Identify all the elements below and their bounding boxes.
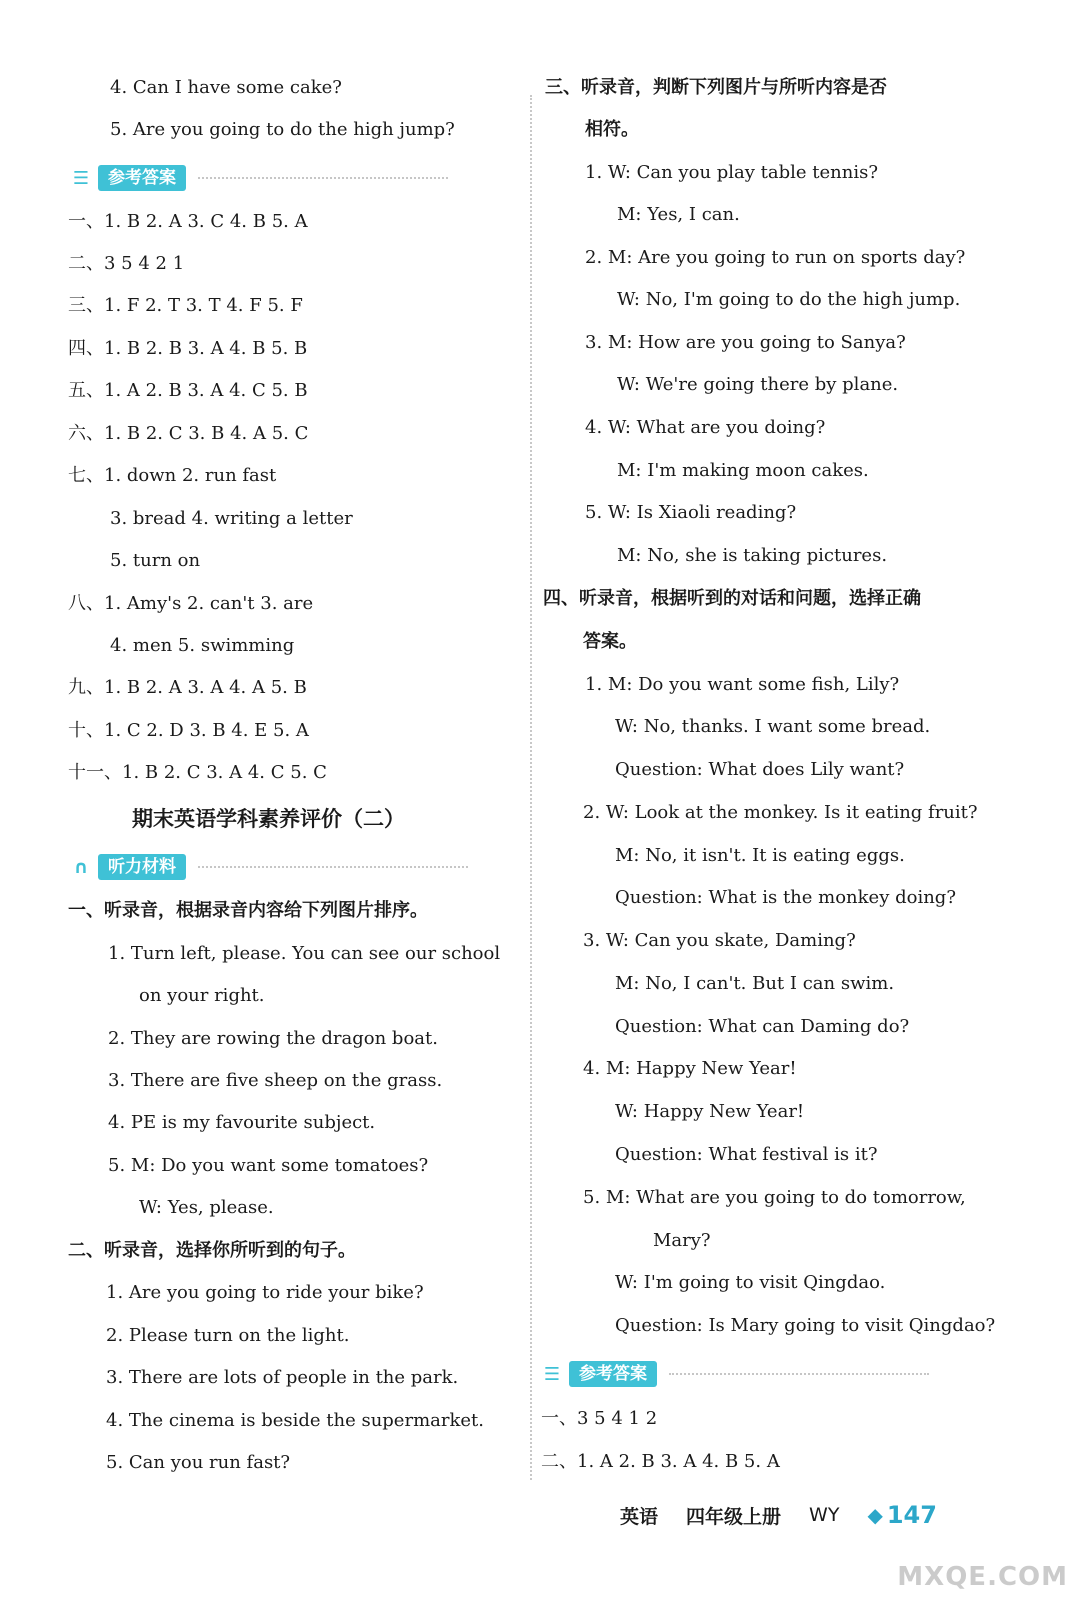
list-item: 4. The cinema is beside the supermarket. <box>106 1410 484 1431</box>
answer-row: 四、1. B 2. B 3. A 4. B 5. B <box>68 338 308 359</box>
list-item: W: Happy New Year! <box>615 1101 805 1122</box>
list-item: 3. M: How are you going to Sanya? <box>585 332 906 353</box>
answer-row: 五、1. A 2. B 3. A 4. C 5. B <box>68 380 308 401</box>
list-item: 3. There are lots of people in the park. <box>106 1367 459 1388</box>
question-title: 一、听录音，根据录音内容给下列图片排序。 <box>68 900 428 921</box>
answer-header-label: 参考答案 <box>98 165 186 191</box>
list-item: 1. M: Do you want some fish, Lily? <box>585 674 900 695</box>
list-item: Mary? <box>653 1230 711 1251</box>
list-item: 5. M: What are you going to do tomorrow, <box>583 1187 966 1208</box>
list-item: 1. Turn left, please. You can see our school <box>108 943 501 964</box>
list-item: Question: Is Mary going to visit Qingdao? <box>615 1315 996 1336</box>
answer-header <box>541 1360 929 1388</box>
question-title: 二、听录音，选择你所听到的句子。 <box>68 1240 356 1261</box>
list-item: 5. Can you run fast? <box>106 1452 291 1473</box>
answer-row: 七、1. down 2. run fast <box>68 465 277 486</box>
answer-row: 六、1. B 2. C 3. B 4. A 5. C <box>68 423 309 444</box>
list-item: 4. Can I have some cake? <box>110 77 342 98</box>
answer-row: 5. turn on <box>110 550 201 571</box>
page-number: 147 <box>886 1501 937 1529</box>
list-item: 4. W: What are you doing? <box>585 417 826 438</box>
footer-grade: 四年级上册 <box>686 1505 782 1528</box>
list-item: 5. Are you going to do the high jump? <box>110 119 455 140</box>
list-item: 3. W: Can you skate, Daming? <box>583 930 856 951</box>
section-title: 期末英语学科素养评价（二） <box>132 807 405 831</box>
list-item: 2. M: Are you going to run on sports day? <box>585 247 966 268</box>
dotted-rule <box>198 177 448 179</box>
answer-row: 十、1. C 2. D 3. B 4. E 5. A <box>68 720 309 741</box>
list-item: M: No, I can't. But I can swim. <box>615 973 895 994</box>
list-item: W: No, thanks. I want some bread. <box>615 716 931 737</box>
list-item: 2. W: Look at the monkey. Is it eating fruit? <box>583 802 978 823</box>
watermark: MXQE.COM <box>897 1562 1068 1592</box>
answer-row: 十一、1. B 2. C 3. A 4. C 5. C <box>68 762 327 783</box>
list-item: 4. PE is my favourite subject. <box>108 1112 376 1133</box>
list-item: 4. M: Happy New Year! <box>583 1058 797 1079</box>
list-item: 1. W: Can you play table tennis? <box>585 162 878 183</box>
list-item: M: No, she is taking pictures. <box>617 545 888 566</box>
list-item: M: I'm making moon cakes. <box>617 460 869 481</box>
menu-lines-icon: ☰ <box>72 167 90 189</box>
list-item: 3. There are five sheep on the grass. <box>108 1070 443 1091</box>
answer-row: 3. bread 4. writing a letter <box>110 508 353 529</box>
listen-header <box>70 853 468 881</box>
menu-lines-icon: ☰ <box>543 1363 561 1385</box>
listen-header-label: 听力材料 <box>98 854 186 880</box>
question-title: 三、听录音，判断下列图片与所听内容是否 <box>545 77 887 98</box>
list-item: 2. They are rowing the dragon boat. <box>108 1028 438 1049</box>
list-item: on your right. <box>139 985 265 1006</box>
answer-row: 一、1. B 2. A 3. C 4. B 5. A <box>68 211 308 232</box>
list-item: Question: What festival is it? <box>615 1144 878 1165</box>
answer-row: 三、1. F 2. T 3. T 4. F 5. F <box>68 295 303 316</box>
page-footer <box>620 1495 1080 1535</box>
list-item: 5. M: Do you want some tomatoes? <box>108 1155 429 1176</box>
diamond-icon: ◆ <box>867 1503 883 1527</box>
answer-row: 八、1. Amy's 2. can't 3. are <box>68 593 314 614</box>
list-item: 5. W: Is Xiaoli reading? <box>585 502 797 523</box>
headphones-icon: ∩ <box>73 856 89 878</box>
answer-header-label: 参考答案 <box>569 1361 657 1387</box>
question-title: 答案。 <box>583 631 637 652</box>
question-title: 四、听录音，根据听到的对话和问题，选择正确 <box>543 588 921 609</box>
list-item: 2. Please turn on the light. <box>106 1325 350 1346</box>
list-item: Question: What does Lily want? <box>615 759 905 780</box>
list-item: Question: What can Daming do? <box>615 1016 910 1037</box>
answer-row: 一、3 5 4 1 2 <box>541 1408 658 1429</box>
list-item: M: Yes, I can. <box>617 204 740 225</box>
dotted-rule <box>669 1373 929 1375</box>
answer-row: 九、1. B 2. A 3. A 4. A 5. B <box>68 677 307 698</box>
list-item: W: No, I'm going to do the high jump. <box>617 289 961 310</box>
column-divider <box>530 95 532 1480</box>
answer-row: 4. men 5. swimming <box>110 635 295 656</box>
footer-subject: 英语 <box>620 1505 659 1528</box>
list-item: 1. Are you going to ride your bike? <box>106 1282 424 1303</box>
list-item: Question: What is the monkey doing? <box>615 887 956 908</box>
list-item: W: I'm going to visit Qingdao. <box>615 1272 886 1293</box>
question-title: 相符。 <box>585 119 639 140</box>
footer-edition: WY <box>809 1504 840 1526</box>
answer-row: 二、3 5 4 2 1 <box>68 253 185 274</box>
list-item: W: We're going there by plane. <box>617 374 899 395</box>
list-item: W: Yes, please. <box>139 1197 274 1218</box>
answer-row: 二、1. A 2. B 3. A 4. B 5. A <box>541 1451 780 1472</box>
dotted-rule <box>198 866 468 868</box>
answer-header <box>70 164 448 192</box>
list-item: M: No, it isn't. It is eating eggs. <box>615 845 905 866</box>
